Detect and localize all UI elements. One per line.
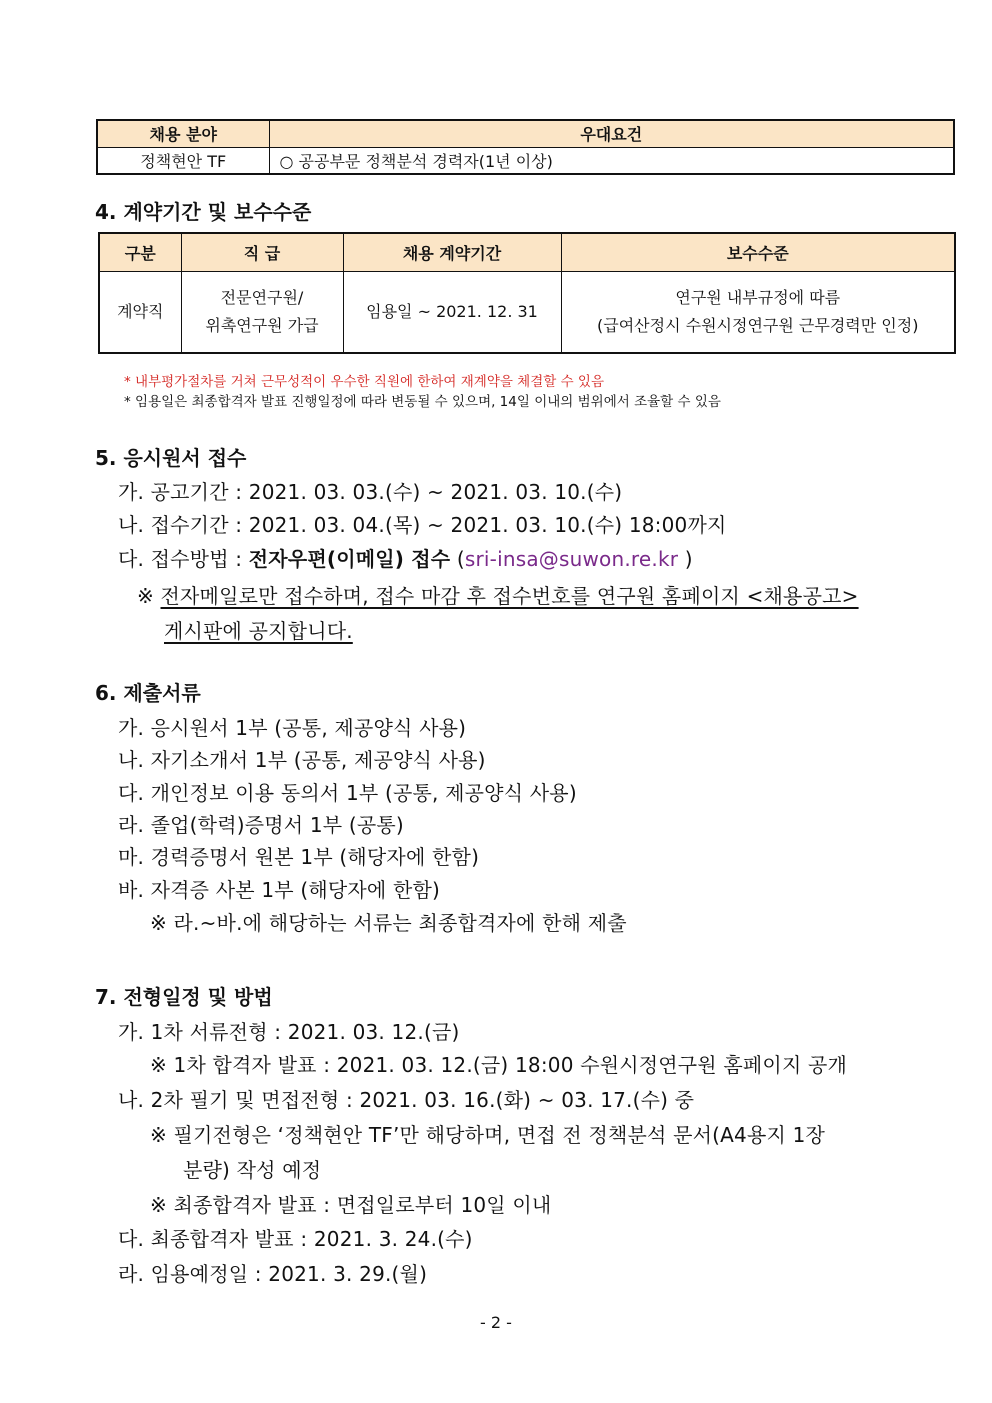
s5-note-mark: ※ <box>137 584 161 608</box>
s5-note-text-2: 게시판에 공지합니다. <box>164 619 353 643</box>
s6-note: ※ 라.~바.에 해당하는 서류는 최종합격자에 한해 제출 <box>150 911 627 935</box>
s6-item: 라. 졸업(학력)증명서 1부 (공통) <box>118 813 404 837</box>
s5-receipt-period: 나. 접수기간 : 2021. 03. 04.(목) ~ 2021. 03. 10.(수) 18:00까지 <box>118 513 727 537</box>
contract-cell-type: 계약직 <box>99 271 181 353</box>
s7-first-screening-note: ※ 1차 합격자 발표 : 2021. 03. 12.(금) 18:00 수원시정연구원 홈페이지 공개 <box>150 1053 848 1077</box>
contract-note-start-date: * 임용일은 최종합격자 발표 진행일정에 따라 변동될 수 있으며, 14일 이내의 범위에서 조율할 수 있음 <box>124 394 721 410</box>
s7-final-announcement: 다. 최종합격자 발표 : 2021. 3. 24.(수) <box>118 1227 473 1251</box>
section-5-title: 5. 응시원서 접수 <box>95 446 247 470</box>
s6-item: 가. 응시원서 1부 (공통, 제공양식 사용) <box>118 716 467 740</box>
contract-table <box>98 232 956 354</box>
contract-header-rank: 직 급 <box>181 233 343 271</box>
contract-header-type: 구분 <box>99 233 181 271</box>
contract-cell-rank <box>181 271 343 353</box>
contract-note-renewal: * 내부평가절차를 거쳐 근무성적이 우수한 직원에 한하여 재계약을 체결할 수 있음 <box>124 374 605 390</box>
section-7-title: 7. 전형일정 및 방법 <box>95 985 273 1009</box>
contract-header-pay: 보수수준 <box>561 233 955 271</box>
s7-first-screening: 가. 1차 서류전형 : 2021. 03. 12.(금) <box>118 1020 460 1044</box>
pref-cell-requirement: ○ 공공부문 정책분석 경력자(1년 이상) <box>269 147 954 174</box>
s5-method-prefix: 다. 접수방법 : <box>118 547 249 571</box>
s6-item: 바. 자격증 사본 1부 (해당자에 한함) <box>118 878 441 902</box>
preference-table <box>96 119 955 175</box>
contract-cell-period: 임용일 ~ 2021. 12. 31 <box>343 271 561 353</box>
pref-header-requirement: 우대요건 <box>269 120 954 147</box>
contract-header-period: 채용 계약기간 <box>343 233 561 271</box>
s7-written-note-2: 분량) 작성 예정 <box>183 1158 322 1182</box>
contract-rank-line-2: 위촉연구원 가급 <box>205 315 319 335</box>
s5-method-close: ) <box>678 547 693 571</box>
s7-second-screening: 나. 2차 필기 및 면접전형 : 2021. 03. 16.(화) ~ 03. 17.(수) 중 <box>118 1088 695 1112</box>
section-6-title: 6. 제출서류 <box>95 681 201 705</box>
s6-item: 다. 개인정보 이용 동의서 1부 (공통, 제공양식 사용) <box>118 781 577 805</box>
pref-header-field: 채용 분야 <box>97 120 269 147</box>
s5-announce-period: 가. 공고기간 : 2021. 03. 03.(수) ~ 2021. 03. 10.(수) <box>118 480 623 504</box>
s5-method-bold: 전자우편(이메일) 접수 <box>248 547 451 571</box>
s5-note-text-1: 전자메일로만 접수하며, 접수 마감 후 접수번호를 연구원 홈페이지 <채용공고> <box>160 584 859 608</box>
s5-method-open: ( <box>450 547 465 571</box>
contract-pay-line-2: (급여산정시 수원시정연구원 근무경력만 인정) <box>597 315 919 335</box>
s5-receipt-method <box>118 543 693 572</box>
contract-rank-line-1: 전문연구원/ <box>220 287 304 307</box>
contract-cell-pay <box>561 271 955 353</box>
pref-cell-field: 정책현안 TF <box>97 147 269 174</box>
contract-pay-line-1: 연구원 내부규정에 따름 <box>675 287 841 307</box>
s6-item: 마. 경력증명서 원본 1부 (해당자에 한함) <box>118 845 480 869</box>
section-4-title: 4. 계약기간 및 보수수준 <box>95 200 312 224</box>
s5-email-link[interactable]: sri-insa@suwon.re.kr <box>464 547 679 571</box>
page-number: - 2 - <box>480 1313 512 1332</box>
s5-note-line-1 <box>137 580 859 609</box>
s7-written-note-1: ※ 필기전형은 ‘정책현안 TF’만 해당하며, 면접 전 정책분석 문서(A4용지 1장 <box>150 1123 826 1147</box>
s7-appointment-date: 라. 임용예정일 : 2021. 3. 29.(월) <box>118 1262 428 1286</box>
s7-final-note: ※ 최종합격자 발표 : 면접일로부터 10일 이내 <box>150 1193 552 1217</box>
s6-item: 나. 자기소개서 1부 (공통, 제공양식 사용) <box>118 748 486 772</box>
